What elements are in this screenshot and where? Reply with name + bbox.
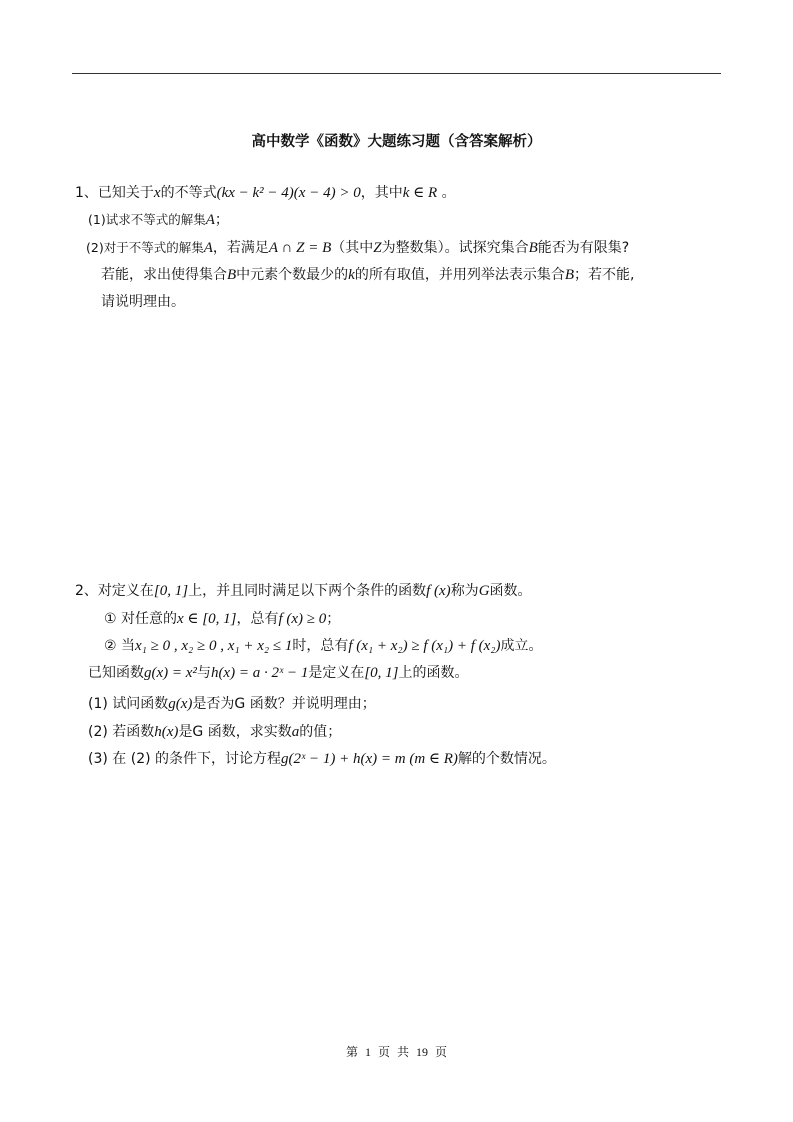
q2-line	[88, 722, 341, 742]
math-expression: A	[203, 240, 213, 256]
text-segment: ，总有	[236, 611, 279, 627]
text-segment: ；	[214, 212, 229, 228]
text-segment: 上，并且同时满足以下两个条件的函数	[188, 583, 427, 599]
math-expression: B	[528, 240, 538, 256]
math-expression: h(x)	[154, 724, 179, 740]
text-segment: 为整数集）。试探究集合	[381, 240, 529, 256]
text-segment: (2)对于不等式的解集	[86, 240, 204, 255]
math-expression: x₁ ≥ 0 , x₂ ≥ 0 , x₁ + x₂ ≤ 1	[135, 638, 293, 654]
q1-line	[86, 238, 629, 258]
text-segment: 解的个数情况。	[457, 751, 556, 767]
math-expression: h(x) = a · 2ˣ − 1	[210, 665, 309, 681]
text-segment: ；若不能,	[574, 267, 635, 283]
math-expression: g(x) = x²	[144, 665, 197, 681]
text-segment: 成立。	[500, 638, 543, 654]
math-expression: f (x₁ + x₂) ≥ f (x₁) + f (x₂)	[348, 638, 501, 654]
page-footer: 第 1 页 共 19 页	[345, 1045, 447, 1059]
math-expression: B	[564, 267, 575, 283]
q2-line	[88, 694, 376, 714]
math-expression: x ∈ [0, 1]	[177, 611, 237, 627]
math-expression: B	[227, 267, 237, 283]
text-segment: 2、对定义在	[75, 583, 154, 599]
text-segment: ① 对任意的	[104, 611, 178, 627]
text-segment: 已知函数	[88, 665, 144, 681]
text-segment: 的所有取值，并用列举法表示集合	[354, 267, 565, 283]
q1-line	[88, 210, 229, 230]
text-segment: （其中	[331, 240, 374, 256]
text-segment: 。	[437, 185, 456, 201]
math-expression: (kx − k² − 4)(x − 4) > 0	[216, 185, 361, 201]
document-title: 高中数学《函数》大题练习题（含答案解析）	[251, 134, 542, 150]
math-expression: A ∩ Z = B	[268, 240, 332, 256]
text-segment: (2) 若函数	[88, 724, 155, 740]
math-expression: [0, 1]	[153, 583, 189, 599]
q2-line	[75, 581, 532, 601]
math-expression: g(2ˣ − 1) + h(x) = m (m ∈ R)	[281, 751, 458, 767]
text-segment: (1) 试问函数	[88, 696, 169, 712]
math-expression: f (x)	[426, 583, 451, 599]
q1-line	[75, 183, 456, 203]
text-segment: 的值；	[299, 724, 342, 740]
text-segment: 上的函数。	[398, 665, 469, 681]
q1-line	[101, 265, 634, 285]
text-segment: 称为	[450, 583, 479, 599]
math-expression: f (x) ≥ 0	[278, 611, 327, 627]
q2-line	[88, 663, 469, 683]
text-segment: ，若满足	[212, 240, 269, 256]
math-expression: A	[205, 212, 215, 228]
text-segment: 是定义在	[308, 665, 365, 681]
math-expression: k ∈ R	[402, 185, 438, 201]
text-segment: 是否为G 函数？并说明理由；	[192, 696, 376, 712]
text-segment: ② 当	[104, 638, 136, 654]
math-expression: k	[348, 267, 355, 283]
text-segment: 请说明理由。	[101, 294, 185, 310]
text-segment: 中元素个数最少的	[236, 267, 349, 283]
text-segment: 的不等式	[160, 185, 217, 201]
math-expression: x	[153, 185, 161, 201]
text-segment: 能否为有限集?	[537, 240, 630, 256]
math-expression: g(x)	[168, 696, 193, 712]
text-segment: 函数。	[489, 583, 532, 599]
text-segment: ，其中	[360, 185, 403, 201]
text-segment: 与	[196, 665, 211, 681]
header-rule	[72, 73, 721, 74]
text-segment: (3) 在 (2) 的条件下，讨论方程	[88, 751, 282, 767]
q1-line	[101, 292, 185, 312]
math-expression: G	[478, 583, 490, 599]
q2-line	[88, 749, 556, 769]
q2-line	[104, 609, 340, 629]
math-expression: Z	[373, 240, 382, 256]
text-segment: 是G 函数，求实数	[178, 724, 292, 740]
text-segment: (1)试求不等式的解集	[88, 212, 206, 227]
text-segment: 时，总有	[292, 638, 349, 654]
q2-line	[104, 636, 543, 656]
text-segment: ；	[326, 611, 341, 627]
math-expression: a	[291, 724, 300, 740]
math-expression: [0, 1]	[364, 665, 399, 681]
text-segment: 若能，求出使得集合	[101, 267, 227, 283]
text-segment: 1、已知关于	[75, 185, 154, 201]
